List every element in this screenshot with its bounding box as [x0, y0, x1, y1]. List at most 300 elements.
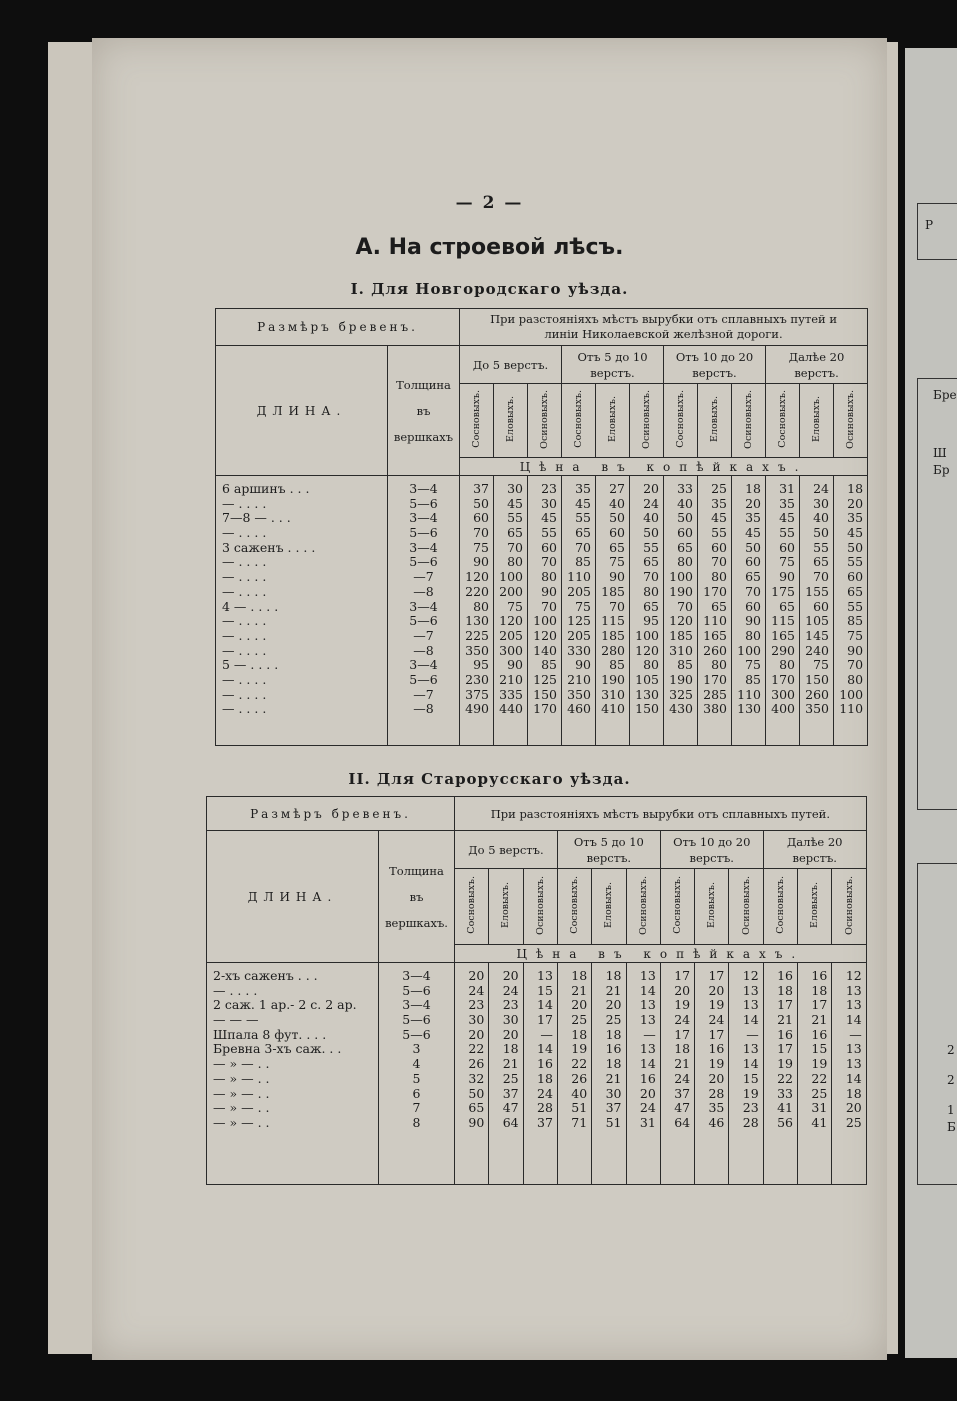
wood-type-header	[489, 869, 523, 945]
price-cell: 130	[465, 613, 490, 629]
price-cell: 35	[779, 495, 796, 511]
price-cell: 170	[703, 583, 728, 599]
price-cell: 24	[674, 1012, 691, 1028]
price-column	[834, 476, 868, 746]
price-cell: 300	[771, 686, 796, 702]
price-header: Цѣна въ копѣйкахъ.	[455, 945, 867, 963]
price-cell: 100	[737, 642, 762, 658]
price-cell: 31	[811, 1100, 828, 1116]
price-cell: 85	[745, 671, 762, 687]
price-cell: 225	[465, 627, 490, 643]
price-cell: 18	[745, 481, 762, 496]
price-cell: 28	[537, 1100, 553, 1116]
price-cell: 50	[677, 510, 694, 526]
price-cell: 22	[811, 1070, 828, 1086]
group-header: Далѣе 20 верстъ.	[763, 831, 866, 869]
price-column	[797, 963, 831, 1185]
adjacent-table-fragment	[917, 378, 957, 810]
page-title: А. На строевой лѣсъ.	[355, 235, 624, 260]
wood-type-label: Осиновыхъ.	[845, 389, 857, 449]
price-cell: 26	[468, 1056, 485, 1072]
price-cell: 80	[779, 657, 796, 673]
price-cell: 18	[502, 1041, 519, 1057]
price-cell: 120	[635, 642, 660, 658]
price-cell: 13	[845, 982, 862, 998]
wood-type-label: Сосновыхъ.	[573, 390, 585, 448]
price-cell: 70	[711, 554, 728, 570]
section-title-starorussa: II. Для Старорусскаго уѣзда.	[348, 770, 631, 788]
length-cell: — . . . .	[222, 627, 267, 643]
price-cell: 65	[643, 554, 660, 570]
adjacent-text: 2	[947, 1073, 955, 1087]
group-header: Отъ 5 до 10 верстъ.	[557, 831, 660, 869]
thickness-column	[388, 476, 460, 746]
price-cell: 18	[605, 968, 622, 983]
price-cell: 16	[777, 968, 793, 983]
price-cell: 30	[502, 1012, 519, 1028]
wood-type-header	[664, 384, 698, 458]
price-cell: 24	[674, 1070, 691, 1086]
price-cell: —	[540, 1026, 553, 1042]
price-cell: 80	[473, 598, 490, 614]
price-cell: 70	[609, 598, 626, 614]
thickness-header: Толщина въ вершкахъ	[388, 346, 460, 476]
length-cell: — » — . .	[213, 1085, 270, 1101]
price-cell: 45	[575, 495, 592, 511]
wood-type-label: Сосновыхъ.	[671, 876, 683, 934]
adjacent-text: Бр	[933, 463, 950, 477]
wood-type-label: Сосновыхъ.	[675, 390, 687, 448]
price-cell: 100	[499, 569, 524, 585]
price-column	[523, 963, 557, 1185]
price-cell: 55	[643, 539, 660, 555]
length-cell: — . . . .	[222, 554, 267, 570]
wood-type-label: Еловыхъ.	[706, 881, 718, 929]
price-cell: 55	[711, 525, 728, 541]
wood-type-header	[660, 869, 694, 945]
price-cell: 24	[639, 1100, 656, 1116]
price-cell: 25	[711, 481, 728, 496]
price-cell: 65	[745, 569, 762, 585]
thickness-cell: 3—4	[402, 997, 431, 1013]
group-header: Отъ 5 до 10 верстъ.	[562, 346, 664, 384]
price-cell: 430	[669, 701, 694, 717]
price-cell: 16	[811, 968, 828, 983]
price-cell: 19	[571, 1041, 588, 1057]
group-header: Отъ 10 до 20 верстъ.	[660, 831, 763, 869]
price-cell: 50	[609, 510, 626, 526]
thickness-cell: —7	[413, 686, 434, 702]
price-cell: 13	[537, 968, 553, 983]
price-cell: 285	[703, 686, 728, 702]
price-cell: 21	[605, 1070, 622, 1086]
price-cell: 56	[777, 1114, 793, 1130]
price-cell: 13	[742, 982, 759, 998]
price-cell: 50	[847, 539, 864, 555]
price-cell: 35	[745, 510, 762, 526]
price-cell: 41	[777, 1100, 793, 1116]
wood-type-label: Осиновыхъ.	[534, 875, 546, 935]
wood-type-header	[800, 384, 834, 458]
price-cell: 64	[502, 1114, 519, 1130]
wood-type-header	[834, 384, 868, 458]
price-cell: 90	[575, 657, 592, 673]
price-cell: 37	[605, 1100, 622, 1116]
price-cell: 75	[575, 598, 592, 614]
price-cell: 51	[605, 1114, 622, 1130]
price-column	[729, 963, 763, 1185]
wood-type-header	[557, 869, 591, 945]
price-cell: 71	[571, 1114, 588, 1130]
price-cell: —	[746, 1026, 759, 1042]
price-cell: 65	[468, 1100, 485, 1116]
wood-type-header	[732, 384, 766, 458]
price-cell: 21	[674, 1056, 691, 1072]
price-cell: 23	[541, 481, 558, 496]
price-cell: 90	[473, 554, 490, 570]
price-cell: 260	[805, 686, 830, 702]
size-header: Размѣръ бревенъ.	[207, 797, 455, 831]
price-cell: —	[643, 1026, 656, 1042]
length-cell: — . . . .	[222, 525, 267, 541]
price-column	[626, 963, 660, 1185]
price-cell: 45	[711, 510, 728, 526]
price-cell: 21	[571, 982, 588, 998]
price-cell: 170	[771, 671, 796, 687]
price-cell: 85	[609, 657, 626, 673]
length-cell: 5 — . . . .	[222, 657, 279, 673]
price-cell: 310	[601, 686, 626, 702]
price-column	[562, 476, 596, 746]
price-cell: 33	[777, 1085, 793, 1101]
length-column	[216, 476, 388, 746]
price-cell: 65	[847, 583, 864, 599]
price-cell: 165	[771, 627, 796, 643]
price-cell: 125	[533, 671, 558, 687]
price-cell: 65	[711, 598, 728, 614]
price-cell: 18	[605, 1056, 622, 1072]
price-cell: 15	[811, 1041, 828, 1057]
length-cell: 4 — . . . .	[222, 598, 279, 614]
price-cell: 16	[639, 1070, 656, 1086]
price-cell: 95	[643, 613, 660, 629]
document-page	[92, 38, 887, 1360]
price-cell: 27	[609, 481, 626, 496]
price-cell: 24	[502, 982, 519, 998]
price-cell: 19	[708, 1056, 725, 1072]
length-cell: — » — . .	[213, 1056, 270, 1072]
price-cell: 290	[771, 642, 796, 658]
wood-type-header	[592, 869, 626, 945]
length-cell: 7—8 — . . .	[222, 510, 291, 526]
price-cell: 50	[643, 525, 660, 541]
thickness-cell: 8	[412, 1114, 421, 1130]
price-column	[732, 476, 766, 746]
price-cell: 15	[742, 1070, 759, 1086]
thickness-cell: 7	[412, 1100, 421, 1116]
thickness-cell: 3—4	[402, 968, 431, 983]
price-cell: 45	[745, 525, 762, 541]
price-cell: 80	[711, 569, 728, 585]
price-cell: 100	[669, 569, 694, 585]
price-cell: 175	[771, 583, 796, 599]
wood-type-header	[695, 869, 729, 945]
price-column	[832, 963, 866, 1185]
adjacent-text: Ш	[933, 446, 947, 460]
adjacent-text: 2	[947, 1043, 955, 1057]
wood-type-label: Осиновыхъ.	[637, 875, 649, 935]
price-cell: 120	[465, 569, 490, 585]
adjacent-text: Бре	[933, 388, 957, 402]
price-cell: 16	[537, 1056, 553, 1072]
price-cell: 30	[507, 481, 524, 496]
wood-type-header	[528, 384, 562, 458]
wood-type-label: Осиновыхъ.	[740, 875, 752, 935]
price-cell: 60	[847, 569, 864, 585]
price-cell: 20	[502, 1026, 519, 1042]
thickness-cell: 5—6	[402, 982, 431, 998]
price-cell: 20	[639, 1085, 656, 1101]
thickness-cell: 3—4	[409, 510, 438, 526]
price-cell: 70	[507, 539, 524, 555]
price-cell: 190	[601, 671, 626, 687]
price-cell: 170	[703, 671, 728, 687]
price-cell: 80	[507, 554, 524, 570]
price-cell: 85	[677, 657, 694, 673]
price-cell: 20	[674, 982, 691, 998]
price-cell: 18	[571, 968, 588, 983]
wood-type-header	[832, 869, 866, 945]
wood-type-label: Еловыхъ.	[603, 881, 615, 929]
length-cell: — . . . .	[222, 701, 267, 717]
price-column	[660, 963, 694, 1185]
price-cell: 100	[635, 627, 660, 643]
price-cell: 65	[643, 598, 660, 614]
thickness-header: Толщина въ вершкахъ.	[379, 831, 455, 963]
price-cell: 65	[507, 525, 524, 541]
thickness-cell: 6	[412, 1085, 421, 1101]
price-cell: 18	[674, 1041, 691, 1057]
price-cell: 18	[811, 982, 828, 998]
length-cell: — . . . .	[222, 686, 267, 702]
thickness-cell: —7	[413, 569, 434, 585]
price-cell: 13	[639, 997, 656, 1013]
price-cell: 30	[468, 1012, 485, 1028]
wood-type-header	[766, 384, 800, 458]
price-cell: 18	[605, 1026, 622, 1042]
price-cell: 410	[601, 701, 626, 717]
price-cell: 70	[541, 554, 558, 570]
price-cell: 18	[847, 481, 864, 496]
price-cell: 60	[813, 598, 830, 614]
distance-header: При разстояніяхъ мѣстъ вырубки отъ сплавныхъ путей и линіи Николаевской желѣзной дороги.	[460, 309, 868, 346]
price-column	[630, 476, 664, 746]
price-cell: 75	[507, 598, 524, 614]
price-cell: 150	[805, 671, 830, 687]
wood-type-header	[630, 384, 664, 458]
price-cell: 47	[502, 1100, 519, 1116]
price-cell: 55	[541, 525, 558, 541]
price-column	[664, 476, 698, 746]
length-cell: 2 саж. 1 ар.- 2 с. 2 ар.	[213, 997, 357, 1013]
wood-type-header	[698, 384, 732, 458]
page-number: — 2 —	[455, 193, 524, 213]
price-cell: 185	[669, 627, 694, 643]
price-cell: 24	[813, 481, 830, 496]
price-cell: 60	[541, 539, 558, 555]
price-cell: 85	[847, 613, 864, 629]
length-cell: — » — . .	[213, 1070, 270, 1086]
price-column	[698, 476, 732, 746]
price-cell: 19	[708, 997, 725, 1013]
thickness-cell: 3—4	[409, 539, 438, 555]
price-cell: 70	[575, 539, 592, 555]
price-cell: 40	[813, 510, 830, 526]
price-cell: 33	[677, 481, 694, 496]
price-cell: 14	[639, 982, 656, 998]
wood-type-header	[562, 384, 596, 458]
adjacent-table-fragment	[917, 203, 957, 260]
price-cell: 13	[845, 1041, 862, 1057]
price-cell: 155	[805, 583, 830, 599]
price-cell: 80	[677, 554, 694, 570]
price-cell: 37	[473, 481, 490, 496]
price-cell: 30	[813, 495, 830, 511]
price-header: Цѣна въ копѣйкахъ.	[460, 458, 868, 476]
price-column	[800, 476, 834, 746]
price-column	[494, 476, 528, 746]
price-column	[557, 963, 591, 1185]
wood-type-header	[523, 869, 557, 945]
price-cell: 230	[465, 671, 490, 687]
thickness-cell: 5—6	[409, 495, 438, 511]
price-cell: 170	[533, 701, 558, 717]
wood-type-label: Осиновыхъ.	[539, 389, 551, 449]
price-cell: 65	[609, 539, 626, 555]
price-cell: 60	[473, 510, 490, 526]
price-cell: 50	[468, 1085, 485, 1101]
adjacent-text: 1	[947, 1103, 955, 1117]
price-cell: 28	[742, 1114, 759, 1130]
price-cell: 19	[742, 1085, 759, 1101]
price-cell: 75	[745, 657, 762, 673]
price-cell: 25	[571, 1012, 588, 1028]
price-cell: 14	[742, 1012, 759, 1028]
price-cell: 440	[499, 701, 524, 717]
thickness-cell: —8	[413, 583, 434, 599]
price-cell: 24	[643, 495, 660, 511]
price-cell: 45	[779, 510, 796, 526]
length-cell: — . . . .	[222, 495, 267, 511]
adjacent-text: Р	[925, 218, 934, 232]
price-cell: 17	[811, 997, 828, 1013]
length-cell: — — —	[213, 1012, 259, 1028]
wood-type-label: Еловыхъ.	[500, 881, 512, 929]
price-cell: 17	[537, 1012, 553, 1028]
price-cell: 120	[499, 613, 524, 629]
wood-type-header	[797, 869, 831, 945]
price-cell: 55	[847, 554, 864, 570]
thickness-cell: 5—6	[409, 671, 438, 687]
group-header: До 5 верстъ.	[455, 831, 558, 869]
price-cell: 60	[677, 525, 694, 541]
price-cell: 22	[571, 1056, 588, 1072]
price-column	[460, 476, 494, 746]
price-cell: 35	[708, 1100, 725, 1116]
price-cell: 140	[533, 642, 558, 658]
price-cell: 41	[811, 1114, 828, 1130]
price-cell: 20	[643, 481, 660, 496]
price-cell: 25	[605, 1012, 622, 1028]
price-cell: 14	[537, 997, 553, 1013]
price-cell: 19	[777, 1056, 793, 1072]
price-cell: 110	[567, 569, 592, 585]
price-cell: 25	[811, 1085, 828, 1101]
price-cell: 90	[609, 569, 626, 585]
price-cell: 37	[674, 1085, 691, 1101]
price-cell: 210	[499, 671, 524, 687]
price-cell: 75	[609, 554, 626, 570]
price-cell: 14	[639, 1056, 656, 1072]
length-cell: — . . . .	[222, 583, 267, 599]
price-cell: 185	[601, 583, 626, 599]
price-cell: 40	[677, 495, 694, 511]
price-cell: 23	[502, 997, 519, 1013]
price-cell: 60	[779, 539, 796, 555]
price-cell: 20	[468, 1026, 485, 1042]
price-column	[592, 963, 626, 1185]
price-column	[489, 963, 523, 1185]
price-cell: 14	[845, 1012, 862, 1028]
length-cell: 6 аршинъ . . .	[222, 481, 310, 496]
price-cell: 80	[643, 583, 660, 599]
wood-type-header	[596, 384, 630, 458]
price-cell: 55	[575, 510, 592, 526]
wood-type-label: Сосновыхъ.	[774, 876, 786, 934]
price-cell: 115	[601, 613, 626, 629]
thickness-cell: 5—6	[402, 1012, 431, 1028]
wood-type-label: Сосновыхъ.	[471, 390, 483, 448]
price-cell: 60	[745, 598, 762, 614]
price-cell: 165	[703, 627, 728, 643]
price-cell: 50	[473, 495, 490, 511]
price-cell: 22	[468, 1041, 485, 1057]
wood-type-label: Осиновыхъ.	[843, 875, 855, 935]
price-cell: 20	[708, 982, 725, 998]
price-cell: 210	[567, 671, 592, 687]
price-cell: 90	[779, 569, 796, 585]
price-cell: 75	[813, 657, 830, 673]
price-cell: 205	[499, 627, 524, 643]
price-column	[763, 963, 797, 1185]
price-cell: 90	[468, 1114, 485, 1130]
thickness-column	[379, 963, 455, 1185]
price-cell: 17	[708, 1026, 725, 1042]
price-cell: 14	[845, 1070, 862, 1086]
price-cell: 35	[847, 510, 864, 526]
price-cell: 14	[742, 1056, 759, 1072]
price-cell: 24	[537, 1085, 553, 1101]
price-column	[455, 963, 489, 1185]
wood-type-label: Еловыхъ.	[607, 395, 619, 443]
price-cell: 70	[813, 569, 830, 585]
wood-type-header	[729, 869, 763, 945]
length-cell: — » — . .	[213, 1100, 270, 1116]
price-cell: 280	[601, 642, 626, 658]
price-cell: 120	[533, 627, 558, 643]
price-cell: 23	[468, 997, 485, 1013]
thickness-cell: 4	[412, 1056, 421, 1072]
